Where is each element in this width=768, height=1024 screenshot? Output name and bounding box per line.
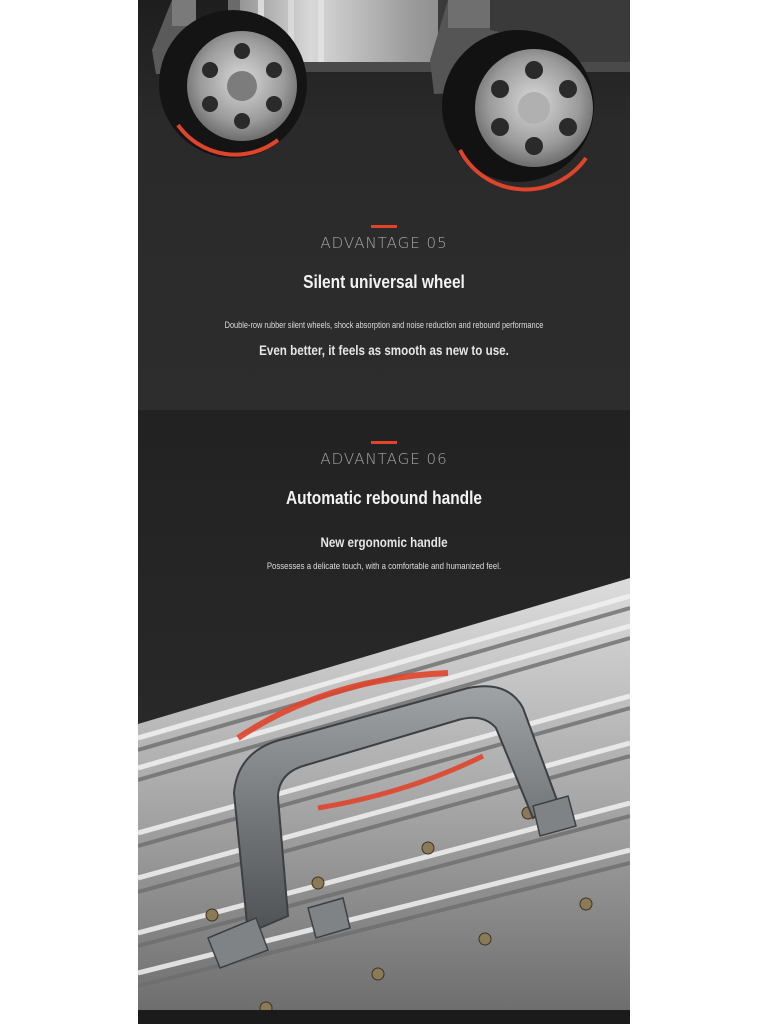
section-title: Automatic rebound handle (285, 488, 483, 508)
section-subtitle: New ergonomic handle (320, 535, 448, 550)
advantage-label: ADVANTAGE 05 (320, 234, 448, 252)
product-detail-page (138, 0, 630, 1024)
section-title: Silent universal wheel (303, 272, 465, 292)
bottom-bar (138, 1010, 630, 1024)
advantage-label: ADVANTAGE 06 (320, 450, 448, 468)
accent-bar (371, 441, 397, 444)
wheels-image (138, 0, 630, 200)
handle-image (138, 578, 630, 1018)
accent-bar (371, 225, 397, 228)
section-tagline: Even better, it feels as smooth as new to use. (259, 343, 509, 358)
section-description: Possesses a delicate touch, with a comfortable and humanized feel. (266, 561, 502, 572)
section-rebound-handle (138, 410, 630, 1024)
section-silent-wheel (138, 0, 630, 410)
section-description: Double-row rubber silent wheels, shock absorption and noise reduction and rebound performance (224, 320, 544, 330)
